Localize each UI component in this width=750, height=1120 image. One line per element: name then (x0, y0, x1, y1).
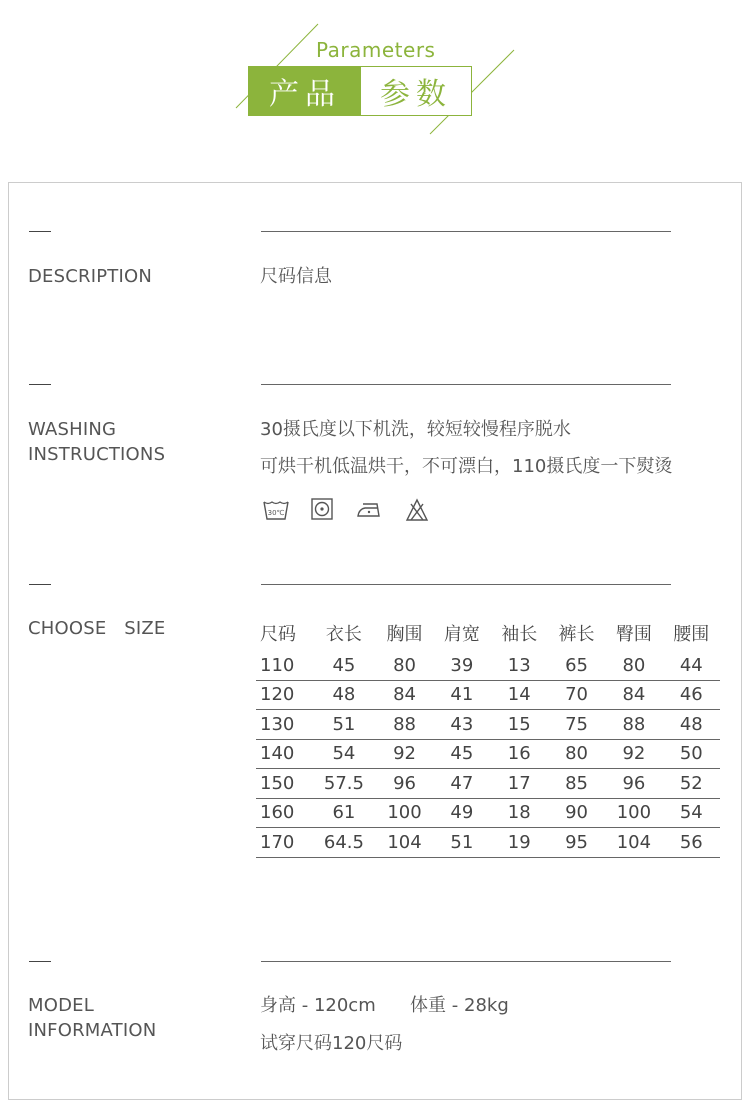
table-row (256, 680, 720, 710)
table-cell: 95 (548, 828, 605, 858)
table-cell: 54 (663, 798, 720, 828)
header-title-left: 产品 (249, 67, 361, 115)
table-row (256, 651, 720, 680)
table-cell: 51 (433, 828, 490, 858)
table-cell: 19 (491, 828, 548, 858)
washing-text-line1: 30摄氏度以下机洗，较短较慢程序脱水 (260, 419, 571, 440)
description-label: DESCRIPTION (28, 266, 153, 287)
header-waist: 腰围 (673, 624, 710, 645)
table-cell: 140 (256, 739, 312, 769)
header-pants-length: 裤长 (558, 624, 595, 645)
table-cell: 85 (548, 769, 605, 799)
table-cell: 45 (312, 651, 376, 680)
table-cell: 80 (605, 651, 662, 680)
table-cell: 88 (376, 710, 433, 740)
size-table-header-row (256, 615, 720, 651)
table-cell: 14 (491, 680, 548, 710)
table-cell: 39 (433, 651, 490, 680)
tumble-dry-icon (311, 498, 333, 520)
table-cell: 46 (663, 680, 720, 710)
table-cell: 80 (548, 739, 605, 769)
table-row (256, 828, 720, 858)
table-cell: 44 (663, 651, 720, 680)
table-cell: 43 (433, 710, 490, 740)
table-cell: 130 (256, 710, 312, 740)
table-cell: 70 (548, 680, 605, 710)
section-rule (261, 961, 671, 962)
description-value: 尺码信息 (260, 266, 332, 287)
table-cell: 17 (491, 769, 548, 799)
header-title-box (248, 66, 472, 116)
table-row (256, 710, 720, 740)
header-chest: 胸围 (386, 624, 423, 645)
section-dash (29, 384, 51, 385)
section-dash (29, 231, 51, 232)
wash-30c-icon (263, 498, 289, 522)
table-cell: 150 (256, 769, 312, 799)
table-cell: 54 (312, 739, 376, 769)
table-row (256, 769, 720, 799)
table-cell: 65 (548, 651, 605, 680)
table-cell: 52 (663, 769, 720, 799)
table-cell: 49 (433, 798, 490, 828)
table-cell: 84 (605, 680, 662, 710)
table-cell: 41 (433, 680, 490, 710)
table-cell: 64.5 (312, 828, 376, 858)
parameters-panel (8, 182, 742, 1100)
size-label: CHOOSE SIZE (28, 618, 166, 639)
table-cell: 16 (491, 739, 548, 769)
size-table (256, 615, 720, 858)
washing-label-line2: INSTRUCTIONS (28, 444, 166, 465)
table-row (256, 739, 720, 769)
header-sleeve: 袖长 (501, 624, 538, 645)
table-cell: 51 (312, 710, 376, 740)
table-cell: 90 (548, 798, 605, 828)
table-cell: 96 (605, 769, 662, 799)
header-shoulder: 肩宽 (443, 624, 480, 645)
table-cell: 104 (605, 828, 662, 858)
header-size: 尺码 (260, 624, 296, 645)
table-cell: 96 (376, 769, 433, 799)
table-cell: 15 (491, 710, 548, 740)
header-badge (0, 0, 750, 160)
table-cell: 84 (376, 680, 433, 710)
header-title-right: 参数 (361, 67, 471, 115)
table-cell: 48 (312, 680, 376, 710)
table-cell: 80 (376, 651, 433, 680)
model-label-line1: MODEL (28, 995, 94, 1016)
table-cell: 100 (376, 798, 433, 828)
model-height-weight: 身高 - 120cm 体重 - 28kg (260, 995, 509, 1016)
table-row (256, 798, 720, 828)
care-icons (263, 498, 429, 522)
header-hip: 臀围 (615, 624, 652, 645)
table-cell: 160 (256, 798, 312, 828)
model-try-size: 试穿尺码120尺码 (260, 1033, 403, 1054)
table-cell: 110 (256, 651, 312, 680)
section-rule (261, 231, 671, 232)
washing-label-line1: WASHING (28, 419, 117, 440)
table-cell: 56 (663, 828, 720, 858)
header-length: 衣长 (325, 624, 362, 645)
table-cell: 18 (491, 798, 548, 828)
model-label-line2: INFORMATION (28, 1020, 157, 1041)
table-cell: 57.5 (312, 769, 376, 799)
table-cell: 88 (605, 710, 662, 740)
section-dash (29, 584, 51, 585)
table-cell: 92 (376, 739, 433, 769)
table-cell: 50 (663, 739, 720, 769)
header-subtitle: Parameters (316, 38, 436, 62)
iron-icon (355, 498, 383, 520)
section-dash (29, 961, 51, 962)
no-bleach-icon (405, 498, 429, 522)
table-cell: 47 (433, 769, 490, 799)
table-cell: 100 (605, 798, 662, 828)
washing-text-line2: 可烘干机低温烘干，不可漂白，110摄氏度一下熨烫 (260, 456, 673, 477)
table-cell: 92 (605, 739, 662, 769)
section-rule (261, 384, 671, 385)
table-cell: 48 (663, 710, 720, 740)
table-cell: 61 (312, 798, 376, 828)
table-cell: 104 (376, 828, 433, 858)
table-cell: 120 (256, 680, 312, 710)
table-cell: 13 (491, 651, 548, 680)
table-cell: 45 (433, 739, 490, 769)
table-cell: 75 (548, 710, 605, 740)
table-cell: 170 (256, 828, 312, 858)
wash-temp-text: 30℃ (267, 509, 285, 517)
section-rule (261, 584, 671, 585)
